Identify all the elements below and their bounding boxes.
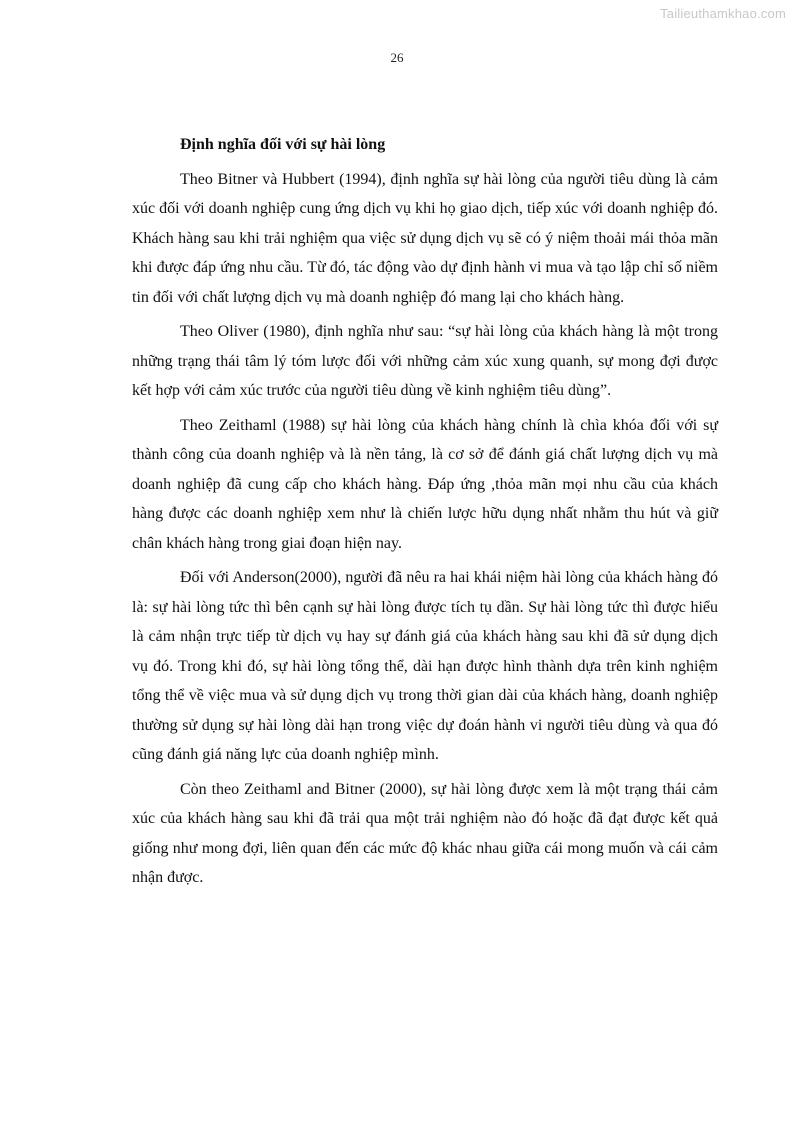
page-number: 26 xyxy=(390,50,404,65)
paragraph-oliver: Theo Oliver (1980), định nghĩa như sau: “sự hài lòng của khách hàng là một trong những trạng thái tâm lý tóm lược đối với những cảm xúc xung quanh, sự mong đợi được kết hợp với cảm xúc trước của người tiêu dùng về kinh nghiệm tiêu dùng”. xyxy=(132,323,718,399)
paragraph-zeithaml-bitner: Còn theo Zeithaml and Bitner (2000), sự hài lòng được xem là một trạng thái cảm xúc của khách hàng sau khi đã trải qua một trải nghiệm nào đó hoặc đã đạt được kết quả giống như mong đợi, liên quan đến các mức độ khác nhau giữa cái mong muốn và cái cảm nhận được. xyxy=(132,780,718,886)
paragraph-bitner-hubbert: Theo Bitner và Hubbert (1994), định nghĩa sự hài lòng của người tiêu dùng là cảm xúc đối với doanh nghiệp cung ứng dịch vụ khi họ giao dịch, tiếp xúc với doanh nghiệp đó. Khách hàng sau khi trải nghiệm qua việc sử dụng dịch vụ sẽ có ý niệm thoải mái thỏa mãn khi được đáp ứng nhu cầu. Từ đó, tác động vào dự định hành vi mua và tạo lập chỉ số niềm tin đối với chất lượng dịch vụ mà doanh nghiệp đó mang lại cho khách hàng. xyxy=(132,170,718,306)
paragraph-anderson: Đối với Anderson(2000), người đã nêu ra hai khái niệm hài lòng của khách hàng đó là: sự hài lòng tức thì bên cạnh sự hài lòng được tích tụ dần. Sự hài lòng tức thì được hiểu là cảm nhận trực tiếp từ dịch vụ hay sự đánh giá của khách hàng sau khi đã sử dụng dịch vụ đó. Trong khi đó, sự hài lòng tổng thể, dài hạn được hình thành dựa trên kinh nghiệm tổng thể về việc mua và sử dụng dịch vụ trong thời gian dài của khách hàng, doanh nghiệp thường sử dụng sự hài lòng dài hạn trong việc dự đoán hành vi người tiêu dùng và qua đó cũng đánh giá năng lực của doanh nghiệp mình. xyxy=(132,569,718,763)
section-heading: Định nghĩa đối với sự hài lòng xyxy=(180,136,386,153)
paragraph-zeithaml-1988: Theo Zeithaml (1988) sự hài lòng của khách hàng chính là chìa khóa đối với sự thành công của doanh nghiệp và là nền tảng, là cơ sở để đánh giá chất lượng dịch vụ mà doanh nghiệp đã cung cấp cho khách hàng. Đáp ứng ,thỏa mãn mọi nhu cầu của khách hàng được các doanh nghiệp xem như là chiến lược hữu dụng nhất nhằm thu hút và giữ chân khách hàng trong giai đoạn hiện nay. xyxy=(132,416,718,552)
document-body xyxy=(132,130,718,898)
watermark-text: Tailieuthamkhao.com xyxy=(660,6,786,21)
